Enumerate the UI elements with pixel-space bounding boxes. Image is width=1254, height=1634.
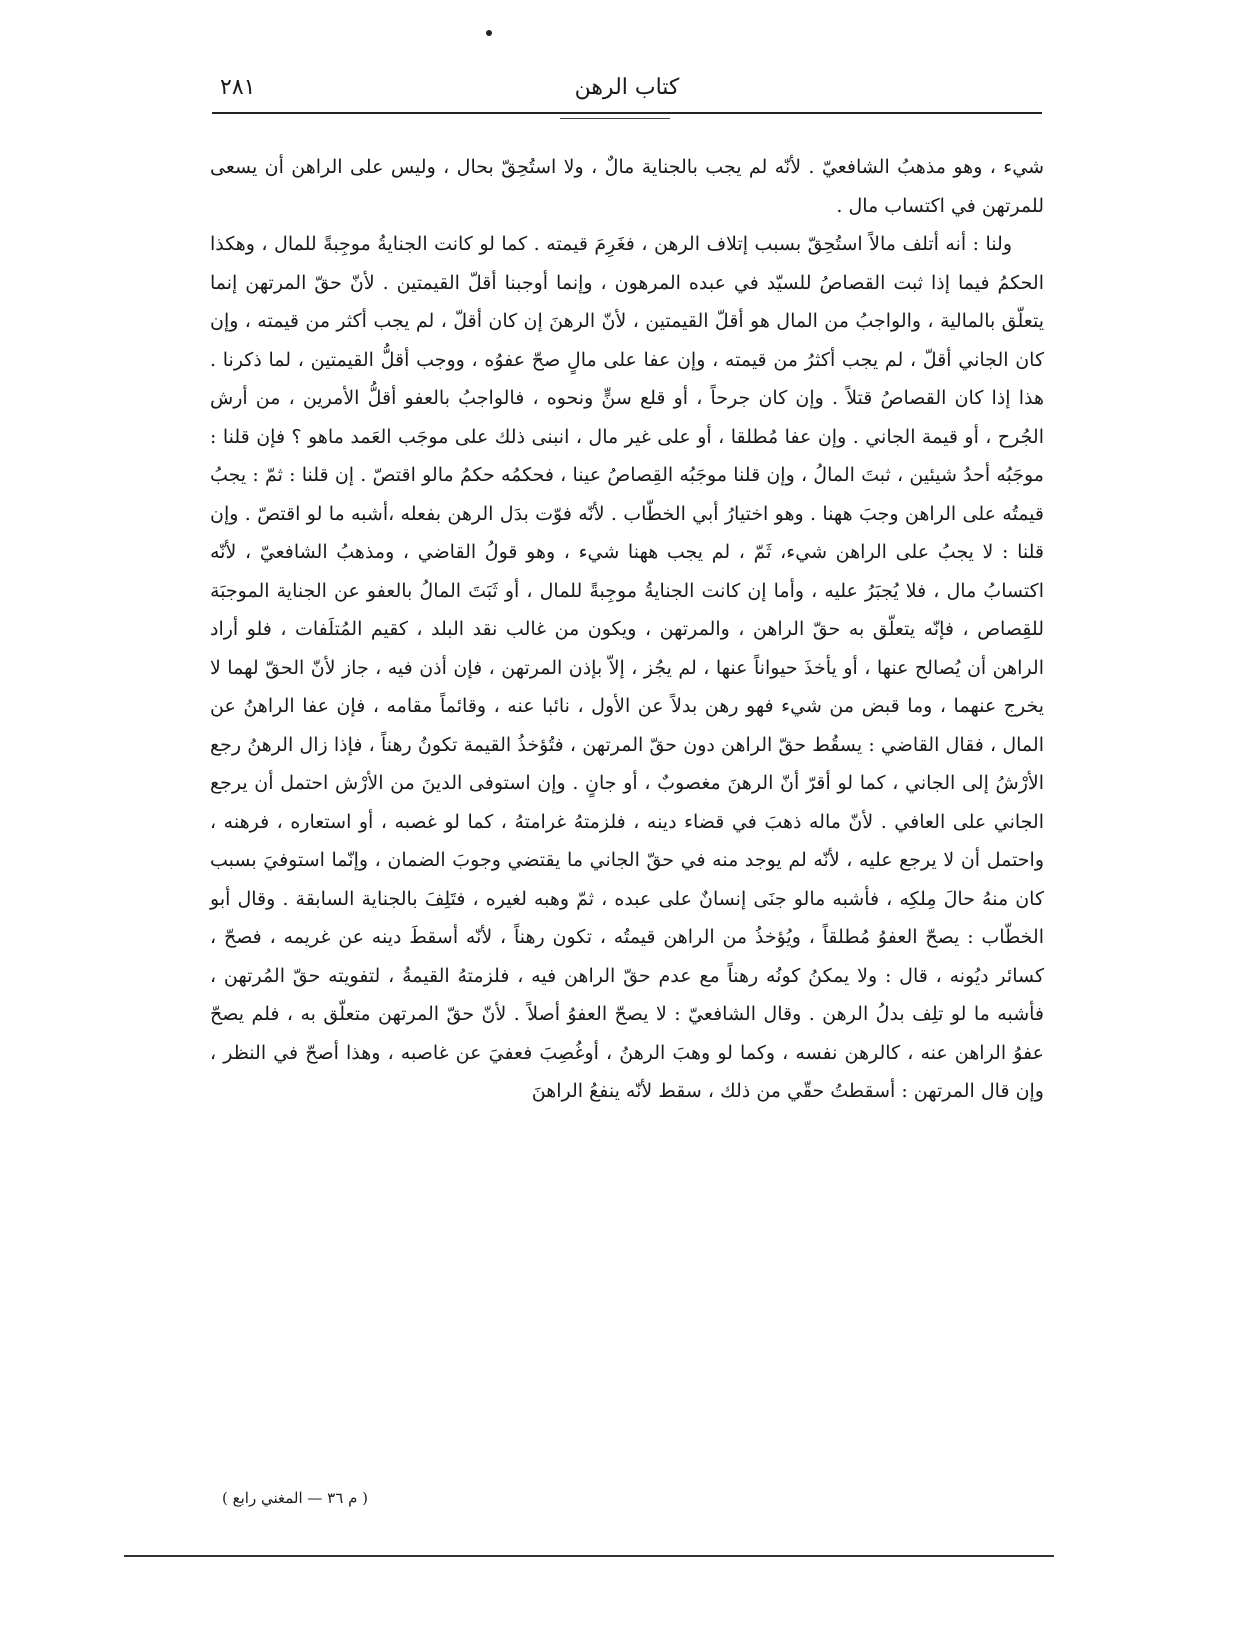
paragraph: شيء ، وهو مذهبُ الشافعيّ . لأنّه لم يجب بالجناية مالٌ ، ولا استُحِقّ بحال ، وليس على الراهن أن يسعى للمرتهن في اكتساب مال .: [210, 156, 1044, 217]
body-text: [210, 148, 1044, 1111]
page-number: ٢٨١: [220, 75, 256, 100]
bottom-rule: [124, 1555, 1054, 1557]
running-title: كتاب الرهن: [574, 75, 680, 100]
paragraph: ولنا : أنه أتلف مالاً استُحِقّ بسبب إتلاف الرهن ، فغَرِمَ قيمته . كما لو كانت الجنايةُ موجِبةً للمال ، وهكذا الحكمُ فيما إذا ثبت القصاصُ للسيّد في عبده المرهون ، وإنما أوجبنا أقلّ القيمتين . لأنّ حقّ المرتهن إنما يتعلّق بالمالية ، والواجبُ من المال هو أقلّ القيمتين ، لأنّ الرهنَ إن كان أقلّ ، لم يجب أكثر من قيمته ، وإن كان الجاني أقلّ ، لم يجب أكثرُ من قيمته ، وإن عفا على مالٍ صحّ عفوُه ، ووجب أقلُّ القيمتين ، لما ذكرنا . هذا إذا كان القصاصُ قتلاً . وإن كان جرحاً ، أو قلع سنٍّ ونحوه ، فالواجبُ بالعفو أقلُّ الأمرين ، من أرش الجُرح ، أو قيمة الجاني . وإن عفا مُطلقا ، أو على غير مال ، انبنى ذلك على موجَب العَمد ماهو ؟ فإن قلنا : موجَبُه أحدُ شيئين ، ثبتَ المالُ ، وإن قلنا موجَبُه القِصاصُ عينا ، فحكمُه حكمُ مالو اقتصّ . إن قلنا : ثمّ : يجبُ قيمتُه على الراهن وجبَ ههنا . وهو اختيارُ أبي الخطّاب . لأنّه فوّت بدَل الرهن بفعله ،أشبه ما لو اقتصّ . وإن قلنا : لا يجبُ على الراهن شيء، ثَمّ ، لم يجب ههنا شيء ، وهو قولُ القاضي ، ومذهبُ الشافعيّ ، لأنّه اكتسابُ مال ، فلا يُجبَرُ عليه ، وأما إن كانت الجنايةُ موجِبةً للمال ، أو ثَبَتَ المالُ بالعفو عن الجناية الموجبَة للقِصاص ، فإنّه يتعلّق به حقّ الراهن ، والمرتهن ، ويكون من غالب نقد البلد ، كقيم المُتلَفات ، فلو أراد الراهن أن يُصالح عنها ، أو يأخذَ حيواناً عنها ، لم يجُز ، إلاّ بإذن المرتهن ، فإن أذن فيه ، جاز لأنّ الحقّ لهما لا يخرج عنهما ، وما قبض من شيء فهو رهن بدلاً عن الأول ، نائبا عنه ، وقائماً مقامه ، فإن عفا الراهنُ عن المال ، فقال القاضي : يسقُط حقّ الراهن دون حقّ المرتهن ، فتُؤخذُ القيمة تكونُ رهناً ، فإذا زال الرهنُ رجع الأرْشُ إلى الجاني ، كما لو أقرّ أنّ الرهنَ مغصوبٌ ، أو جانٍ . وإن استوفى الدينَ من الأرْش احتمل أن يرجع الجاني على العافي . لأنّ ماله ذهبَ في قضاء دينه ، فلزمتهُ غرامتهُ ، كما لو غصبه ، أو استعاره ، فرهنه ، واحتمل أن لا يرجع عليه ، لأنّه لم يوجد منه في حقّ الجاني ما يقتضي وجوبَ الضمان ، وإنّما استوفيَ بسبب كان منهُ حالَ مِلكِه ، فأشبه مالو جنَى إنسانٌ على عبده ، ثمّ وهبه لغيره ، فتَلِفَ بالجناية السابقة . وقال أبو الخطّاب : يصحّ العفوُ مُطلقاً ، ويُؤخذُ من الراهن قيمتُه ، تكون رهناً ، لأنّه أسقطَ دينه عن غريمه ، فصحّ ، كسائر ديُونه ، قال : ولا يمكنُ كونُه رهناً مع عدم حقّ الراهن فيه ، فلزمتهُ القيمةُ ، لتفويته حقّ المُرتهن ، فأشبه ما لو تلِف بدلُ الرهن . وقال الشافعيّ : لا يصحّ العفوُ أصلاً . لأنّ حقّ المرتهن متعلّق به ، فلم يصحّ عفوُ الراهن عنه ، كالرهن نفسه ، وكما لو وهبَ الرهنُ ، أوغُصِبَ فعفيَ عن غاصبه ، وهذا أصحّ في النظر ، وإن قال المرتهن : أسقطتُ حقّي من ذلك ، سقط لأنّه ينفعُ الراهنَ: [210, 233, 1045, 1102]
header-rule-short: [560, 118, 670, 119]
ink-dot: [486, 30, 492, 36]
page-footnote: ( م ٣٦ — المغني رابع ): [222, 1489, 368, 1507]
page-header: [212, 72, 1042, 116]
header-rule: [212, 112, 1042, 114]
